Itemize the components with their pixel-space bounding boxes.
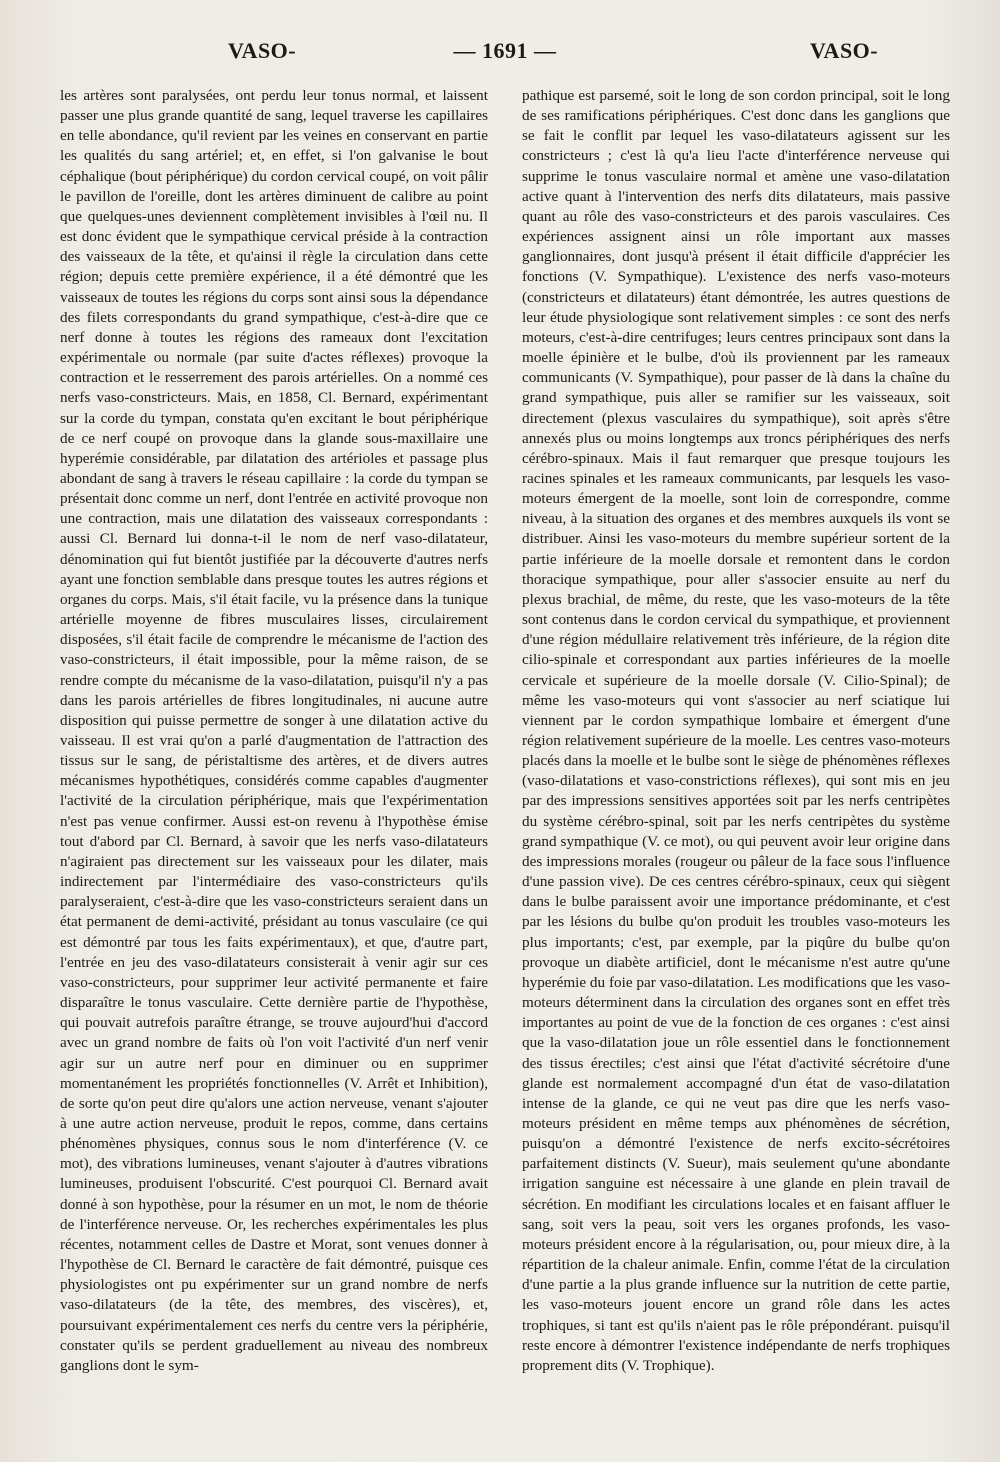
- running-head-left: VASO-: [228, 38, 297, 63]
- right-column: [522, 86, 950, 1376]
- two-column-body: [60, 86, 950, 1376]
- right-column-text: pathique est parsemé, soit le long de son cordon principal, soit le long de ses ramifications périphériques. C'est donc dans les ganglions que se fait le conflit par lequel les vaso-dilatateurs agissent sur les constricteurs ; c'est là qu'a lieu l'acte d'interférence nerveuse qui supprime le tonus vasculaire normal et amène une vaso-dilatation active quant à l'intervention des nerfs dits dilatateurs, mais passive quant au rôle des vaso-constricteurs et des parois vasculaires. Ces expériences assignent ainsi un rôle important aux masses ganglionnaires, dont jusqu'à présent il était difficile d'apprécier les fonctions (V. Sympathique). L'existence des nerfs vaso-moteurs (constricteurs et dilatateurs) étant démontrée, les autres questions de leur étude physiologique sont relativement simples : ce sont des nerfs moteurs, c'est-à-dire centrifuges; leurs centres principaux sont dans la moelle épinière et le bulbe, d'où ils proviennent par les rameaux communicants (V. Sympathique), pour passer de là dans la chaîne du grand sympathique, puis aller se ramifier sur les vaisseaux, soit directement (plexus vasculaires du sympathique), soit après s'être annexés plus ou moins longtemps aux troncs périphériques des nerfs cérébro-spinaux. Mais il faut remarquer que presque toujours les racines spinales et les rameaux communicants, par lesquels les vaso-moteurs émergent de la moelle, sont loin de correspondre, comme niveau, à la situation des organes et des membres auxquels ils vont se distribuer. Ainsi les vaso-moteurs du membre supérieur sortent de la partie inférieure de la moelle dorsale et remontent dans le cordon thoracique sympathique, pour aller s'associer ensuite au nerf du plexus brachial, de même, du reste, que les vaso-moteurs de la tête sont contenus dans le cordon cervical du sympathique, et proviennent d'une région médullaire relativement très inférieure, de la région dite cilio-spinale et correspondant aux parties inférieures de la moelle cervicale et supérieure de la moelle dorsale (V. Cilio-Spinal); de même les vaso-moteurs qui vont s'associer au nerf sciatique lui viennent par le cordon sympathique lombaire et émergent d'une région relativement supérieure de la moelle. Les centres vaso-moteurs placés dans la moelle et le bulbe sont le siège de phénomènes réflexes (vaso-dilatations et vaso-constrictions réflexes), qui sont mis en jeu par des impressions sensitives apportées soit par les nerfs centripètes du système cérébro-spinal, soit par les nerfs centripètes du système grand sympathique (V. ce mot), ou qui peuvent avoir leur origine dans des impressions morales (rougeur ou pâleur de la face sous l'influence d'une passion vive). De ces centres cérébro-spinaux, ceux qui siègent dans le bulbe paraissent avoir une importance prédominante, et c'est par les lésions du bulbe qu'on produit les troubles vaso-moteurs les plus importants; c'est, par exemple, par la piqûre du bulbe qu'on provoque un diabète artificiel, dont le mécanisme n'est autre qu'une hyperémie du foie par vaso-dilatation. Les modifications que les vaso-moteurs déterminent dans la circulation des organes sont en effet très importantes au point de vue de la fonction de ces organes : c'est ainsi que la vaso-dilatation joue un rôle essentiel dans le fonctionnement des tissus érectiles; c'est ainsi que l'état d'activité sécrétoire d'une glande est normalement accompagné d'un état de vaso-dilatation intense de la glande, ce qui ne veut pas dire que les nerfs vaso-moteurs président en même temps aux phénomènes de sécrétion, puisqu'on a démontré l'existence de nerfs excito-sécrétoires parfaitement distincts (V. Sueur), mais seulement qu'une abondante irrigation sanguine est nécessaire à une glande en plein travail de sécrétion. En modifiant les circulations locales et en faisant affluer le sang, soit vers la peau, soit vers les organes profonds, les vaso-moteurs président encore à la régularisation, ou, pour mieux dire, à la répartition de la chaleur animale. Enfin, comme l'état de la circulation d'une partie a la plus grande influence sur la nutrition de cette partie, les vaso-moteurs jouent encore un grand rôle dans les actes trophiques, si tant est qu'ils n'aient pas le rôle prépondérant. puisqu'il reste encore à démontrer l'existence indépendante de nerfs trophiques proprement dits (V. Trophique).: [522, 87, 950, 1374]
- running-head: [60, 38, 950, 86]
- left-column: [60, 86, 488, 1376]
- page-number: — 1691 —: [453, 38, 557, 63]
- left-column-text: les artères sont paralysées, ont perdu leur tonus normal, et laissent passer une plus grande quantité de sang, lequel traverse les capillaires en telle abondance, qu'il revient par les veines en conservant en partie les qualités du sang artériel; et, en effet, si l'on galvanise le bout céphalique (bout périphérique) du cordon cervical coupé, on voit pâlir le pavillon de l'oreille, dont les artères diminuent de calibre au point que quelques-unes deviennent complètement invisibles à l'œil nu. Il est donc évident que le sympathique cervical préside à la contraction des vaisseaux de la tête, et qu'ainsi il règle la circulation dans cette région; depuis cette première expérience, il a été démontré que les vaisseaux de toutes les régions du corps sont ainsi sous la dépendance des filets correspondants du grand sympathique, c'est-à-dire que ce nerf donne à toutes les régions des rameaux dont l'excitation expérimentale ou normale (par suite d'actes réflexes) provoque la contraction et le resserrement des parois artérielles. On a nommé ces nerfs vaso-constricteurs. Mais, en 1858, Cl. Bernard, expérimentant sur la corde du tympan, constata qu'en excitant le bout périphérique de ce nerf coupé on provoque dans la glande sous-maxillaire une hyperémie considérable, par dilatation des artérioles et passage plus abondant de sang à travers le réseau capillaire : la corde du tympan se présentait donc comme un nerf, dont l'entrée en activité provoque non une contraction, mais une dilatation des vaisseaux correspondants : aussi Cl. Bernard lui donna-t-il le nom de nerf vaso-dilatateur, dénomination qui fut bientôt justifiée par la découverte d'autres nerfs ayant une fonction semblable dans presque toutes les autres régions et organes du corps. Mais, s'il était facile, vu la présence dans la tunique artérielle moyenne de fibres musculaires lisses, circulairement disposées, s'il était facile de comprendre le mécanisme de l'action des vaso-constricteurs, il était impossible, pour la même raison, de se rendre compte du mécanisme de la vaso-dilatation, puisqu'il n'y a pas dans les parois artérielles de fibres longitudinales, ni aucune autre disposition qui puisse permettre de songer à une dilatation active du vaisseau. Il est vrai qu'on a parlé d'augmentation de l'attraction des tissus sur le sang, de péristaltisme des artères, et de divers autres mécanismes hypothétiques, considérés comme capables d'augmenter l'activité de la circulation périphérique, mais que l'expérimentation n'est pas venue confirmer. Aussi est-on revenu à l'hypothèse émise tout d'abord par Cl. Bernard, à savoir que les nerfs vaso-dilatateurs n'agiraient pas directement sur les vaisseaux pour les dilater, mais indirectement par l'intermédiaire des vaso-constricteurs qu'ils paralyseraient, c'est-à-dire que les vaso-constricteurs seraient dans un état permanent de demi-activité, présidant au tonus vasculaire (ce qui est démontré par tous les faits expérimentaux), et que, d'autre part, l'entrée en jeu des vaso-dilatateurs consisterait à venir agir sur ces vaso-constricteurs, pour supprimer leur activité permanente et faire disparaître le tonus vasculaire. Cette dernière partie de l'hypothèse, qui pouvait autrefois paraître étrange, se trouve aujourd'hui d'accord avec un grand nombre de faits où l'on voit l'activité d'un nerf venir agir sur un autre nerf pour en diminuer ou en supprimer momentanément les propriétés fonctionnelles (V. Arrêt et Inhibition), de sorte qu'on peut dire qu'alors une action nerveuse, venant s'ajouter à une autre action nerveuse, produit le repos, comme, dans certains phénomènes physiques, connus sous le nom d'interférence (V. ce mot), des vibrations lumineuses, venant s'ajouter à d'autres vibrations lumineuses, produisent l'obscurité. C'est pourquoi Cl. Bernard avait donné à son hypothèse, pour la résumer en un mot, le nom de théorie de l'interférence nerveuse. Or, les recherches expérimentales les plus récentes, notamment celles de Dastre et Morat, sont venues donner à l'hypothèse de Cl. Bernard le caractère de fait démontré, puisque ces physiologistes ont pu expérimenter sur un grand nombre de nerfs vaso-dilatateurs (de la tête, des membres, des viscères), et, poursuivant expérimentalement ces nerfs du centre vers la périphérie, constater qu'ils se perdent graduellement au niveau des nombreux ganglions dont le sym-: [60, 87, 488, 1374]
- running-head-right: VASO-: [810, 38, 879, 63]
